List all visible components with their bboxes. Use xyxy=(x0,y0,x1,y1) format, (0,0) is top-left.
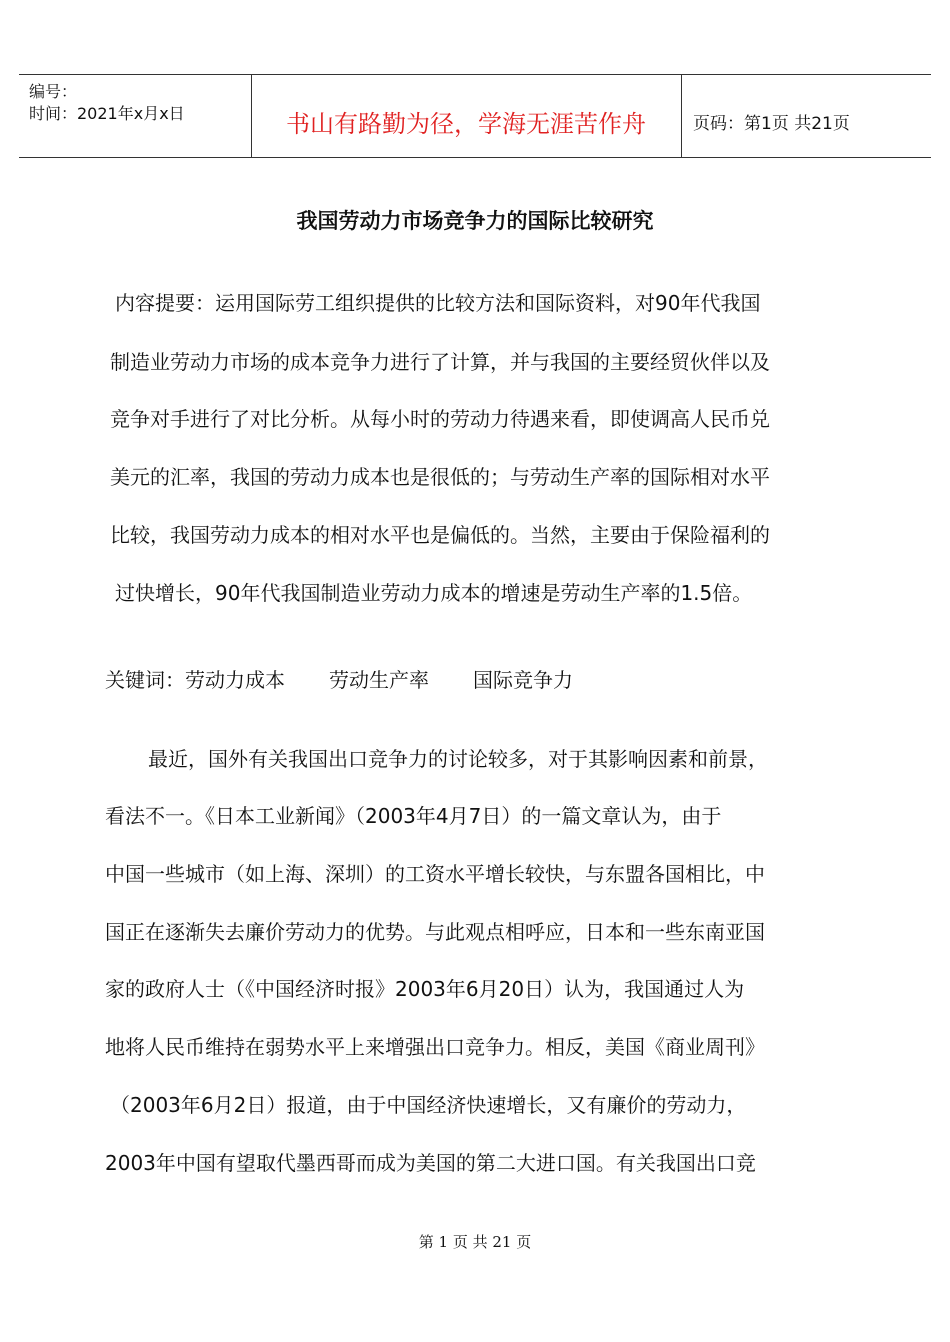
header-page-cell xyxy=(681,75,931,157)
abstract-line: 制造业劳动力市场的成本竞争力进行了计算，并与我国的主要经贸伙伴以及 xyxy=(110,350,770,374)
keyword-item: 国际竞争力 xyxy=(473,668,573,692)
body-line: 中国一些城市（如上海、深圳）的工资水平增长较快，与东盟各国相比，中 xyxy=(105,862,765,886)
abstract-line: 内容提要：运用国际劳工组织提供的比较方法和国际资料，对90年代我国 xyxy=(115,291,761,315)
keywords xyxy=(105,664,573,693)
header-meta-cell xyxy=(19,75,252,157)
document-title: 我国劳动力市场竞争力的国际比较研究 xyxy=(296,209,654,233)
body-line: 最近，国外有关我国出口竞争力的讨论较多，对于其影响因素和前景， xyxy=(148,747,768,771)
header-page-info: 页码：第1页 共21页 xyxy=(693,114,850,134)
body-line: 地将人民币维持在弱势水平上来增强出口竞争力。相反，美国《商业周刊》 xyxy=(105,1035,765,1059)
document-number-label: 编号： xyxy=(29,82,78,101)
abstract-line: 竞争对手进行了对比分析。从每小时的劳动力待遇来看，即使调高人民币兑 xyxy=(110,407,770,431)
document-date-label: 时间：2021年x月x日 xyxy=(29,104,185,123)
header-motto-cell xyxy=(251,75,682,157)
page-footer: 第 1 页 共 21 页 xyxy=(418,1233,532,1251)
abstract-line: 比较，我国劳动力成本的相对水平也是偏低的。当然，主要由于保险福利的 xyxy=(110,523,770,547)
keyword-item: 劳动生产率 xyxy=(329,668,429,692)
abstract-line: 美元的汇率，我国的劳动力成本也是很低的；与劳动生产率的国际相对水平 xyxy=(110,465,770,489)
abstract-line: 过快增长，90年代我国制造业劳动力成本的增速是劳动生产率的1.5倍。 xyxy=(115,581,753,605)
keywords-label: 关键词： xyxy=(105,668,185,692)
body-line: 家的政府人士（《中国经济时报》2003年6月20日）认为，我国通过人为 xyxy=(105,977,745,1001)
header-motto: 书山有路勤为径，学海无涯苦作舟 xyxy=(286,110,646,138)
page-header xyxy=(19,74,931,158)
body-line: 国正在逐渐失去廉价劳动力的优势。与此观点相呼应，日本和一些东南亚国 xyxy=(105,920,765,944)
keyword-item: 劳动力成本 xyxy=(185,668,285,692)
body-line: 看法不一。《日本工业新闻》（2003年4月7日）的一篇文章认为，由于 xyxy=(105,804,722,828)
body-line: （2003年6月2日）报道，由于中国经济快速增长，又有廉价的劳动力， xyxy=(110,1093,747,1117)
body-line: 2003年中国有望取代墨西哥而成为美国的第二大进口国。有关我国出口竞 xyxy=(105,1151,756,1175)
